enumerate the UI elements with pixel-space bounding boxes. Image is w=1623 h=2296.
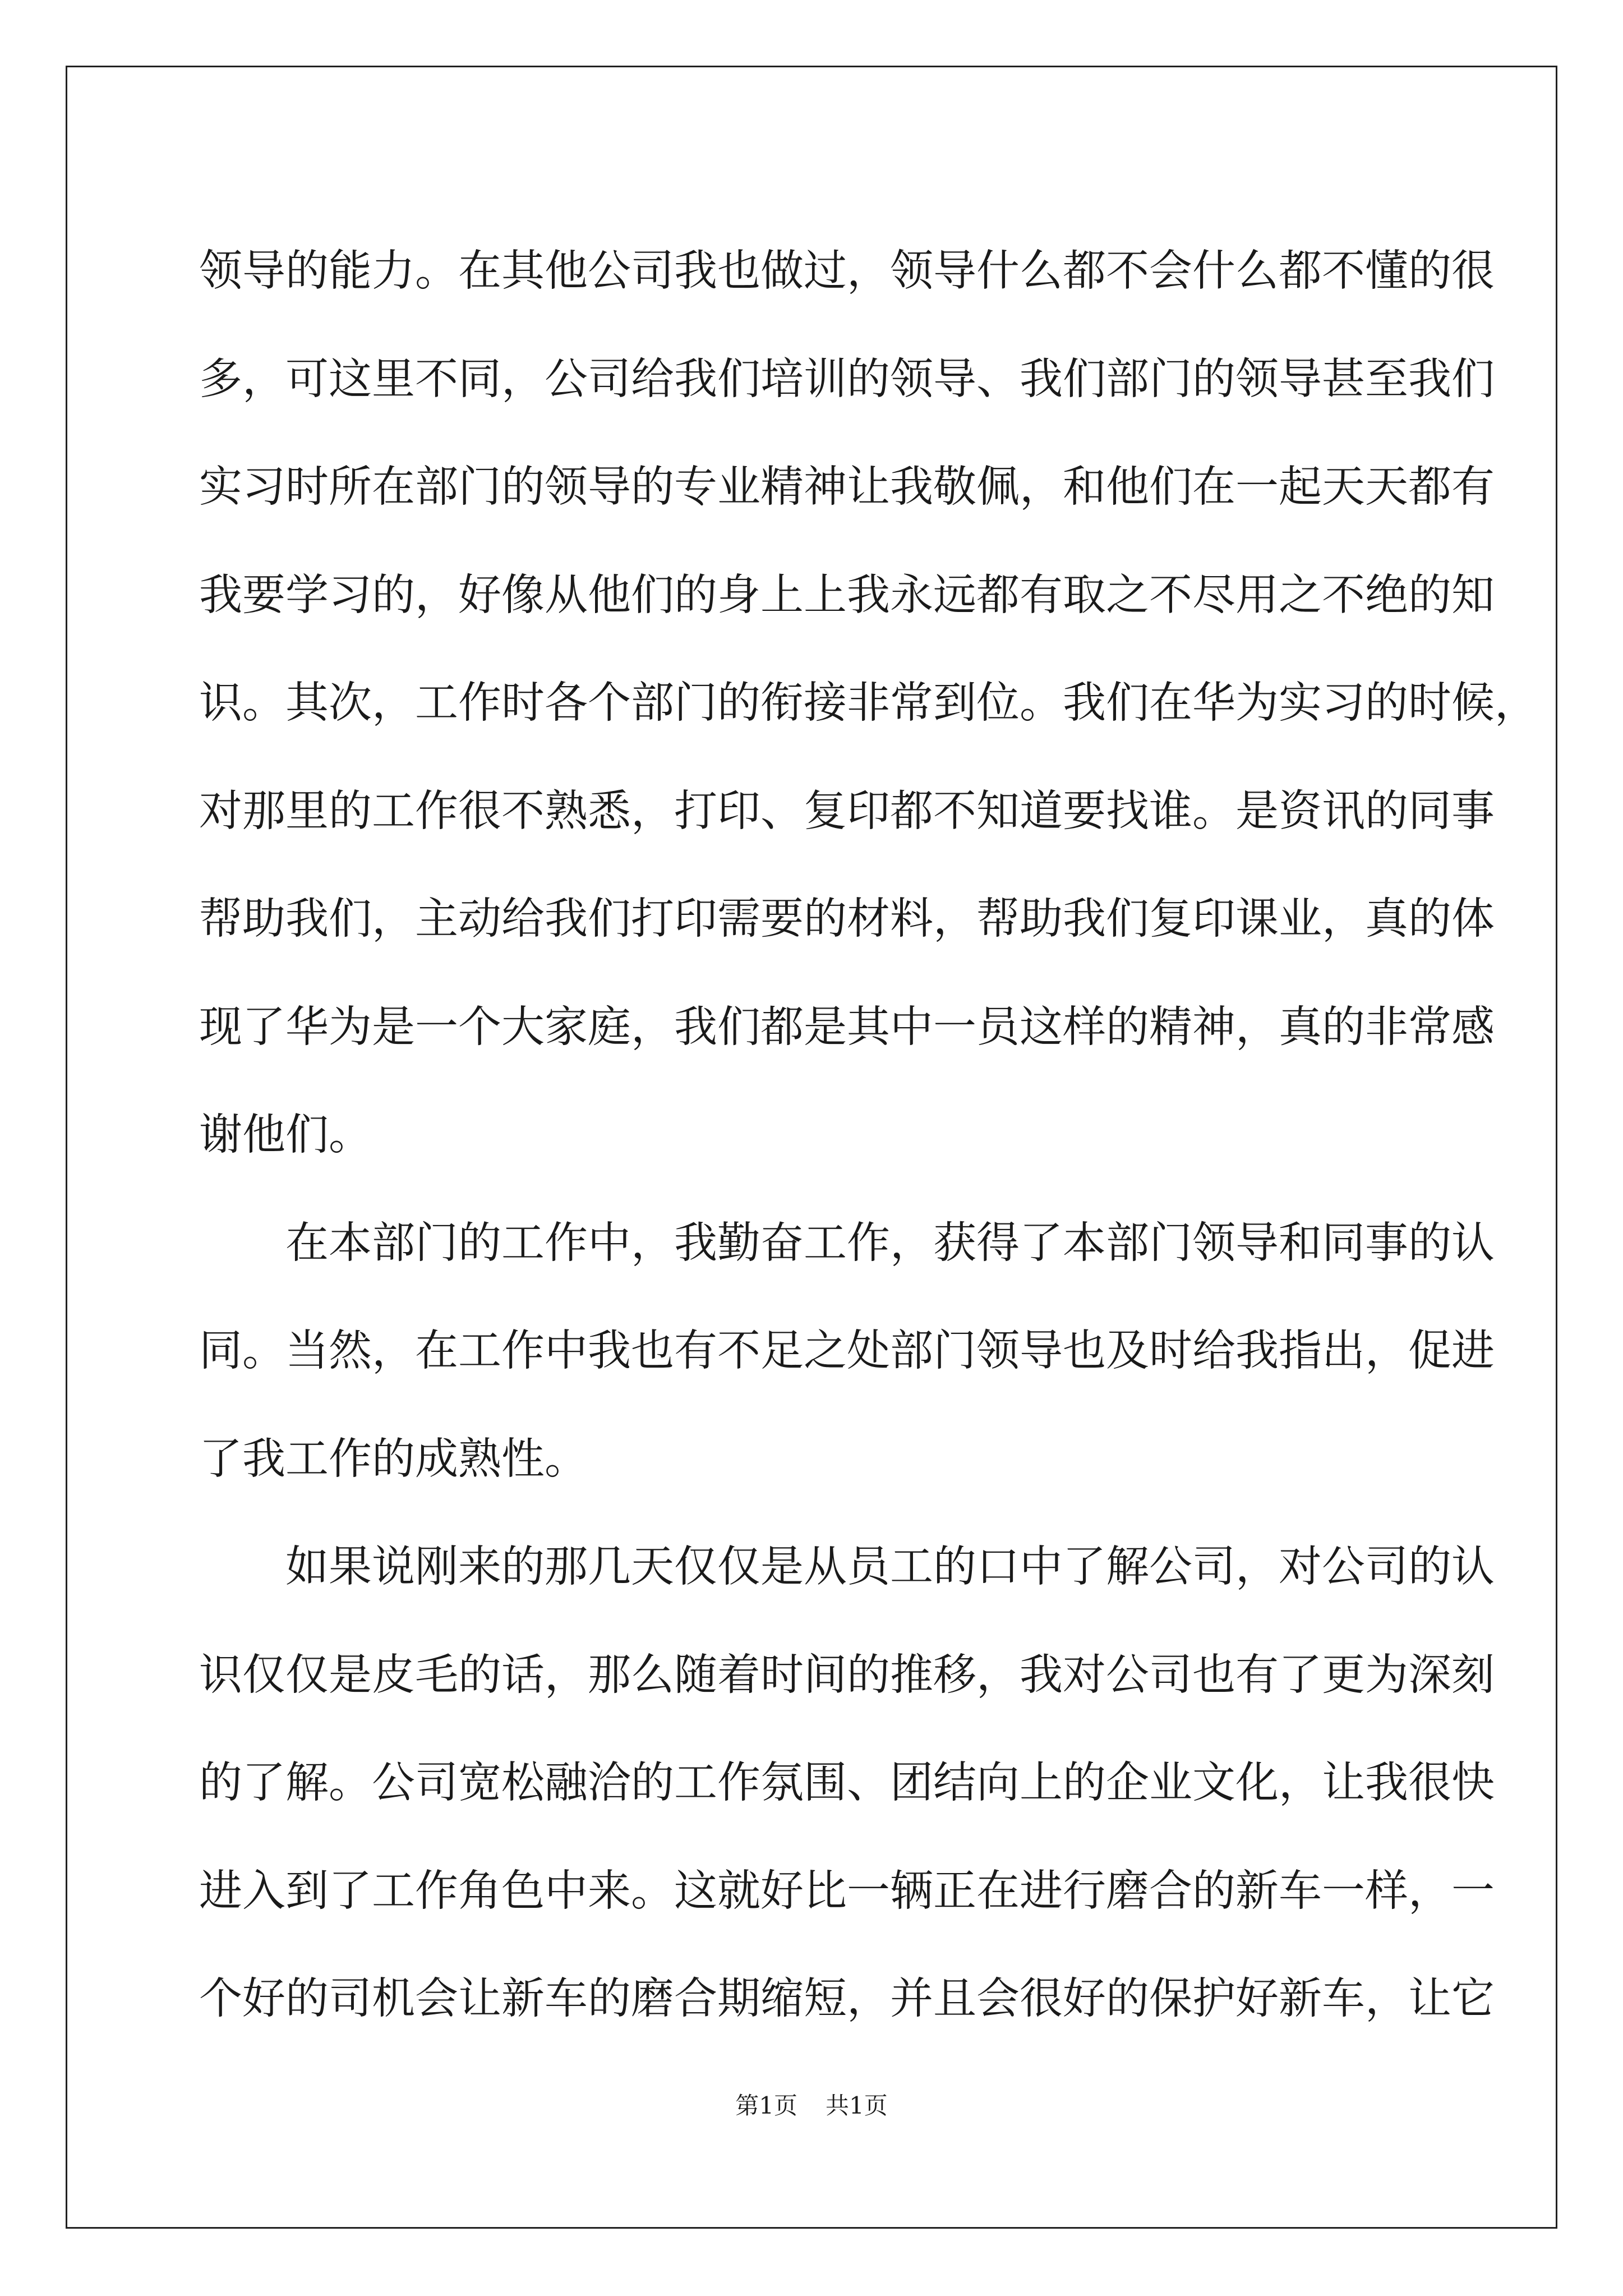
text-line: 对那里的工作很不熟悉，打印、复印都不知道要找谁。是资讯的同事 bbox=[199, 786, 1495, 836]
text-line: 帮助我们，主动给我们打印需要的材料，帮助我们复印课业，真的体 bbox=[199, 894, 1495, 944]
page-footer bbox=[0, 2089, 1623, 2123]
text-line: 同。当然，在工作中我也有不足之处部门领导也及时给我指出，促进 bbox=[199, 1326, 1495, 1376]
text-line-paragraph-start: 在本部门的工作中，我勤奋工作，获得了本部门领导和同事的认 bbox=[285, 1218, 1495, 1268]
text-line: 领导的能力。在其他公司我也做过，领导什么都不会什么都不懂的很 bbox=[199, 246, 1495, 296]
text-line: 多，可这里不同，公司给我们培训的领导、我们部门的领导甚至我们 bbox=[199, 354, 1495, 404]
text-line: 进入到了工作角色中来。这就好比一辆正在进行磨合的新车一样，一 bbox=[199, 1866, 1495, 1916]
text-line-paragraph-end: 了我工作的成熟性。 bbox=[199, 1434, 588, 1484]
text-line: 现了华为是一个大家庭，我们都是其中一员这样的精神，真的非常感 bbox=[199, 1002, 1495, 1052]
text-line: 识仅仅是皮毛的话，那么随着时间的推移，我对公司也有了更为深刻 bbox=[199, 1650, 1495, 1700]
text-line: 的了解。公司宽松融洽的工作氛围、团结向上的企业文化，让我很快 bbox=[199, 1758, 1495, 1808]
text-line: 实习时所在部门的领导的专业精神让我敬佩，和他们在一起天天都有 bbox=[199, 462, 1495, 512]
text-line-paragraph-end: 谢他们。 bbox=[199, 1110, 372, 1160]
text-line-paragraph-start: 如果说刚来的那几天仅仅是从员工的口中了解公司，对公司的认 bbox=[285, 1542, 1495, 1592]
text-line: 我要学习的，好像从他们的身上上我永远都有取之不尽用之不绝的知 bbox=[199, 570, 1495, 620]
page-number: 第1页 bbox=[735, 2092, 797, 2119]
page-total: 共1页 bbox=[826, 2092, 888, 2119]
document-body bbox=[199, 218, 1538, 2054]
text-line: 识。其次，工作时各个部门的衔接非常到位。我们在华为实习的时候， bbox=[199, 678, 1538, 728]
text-line: 个好的司机会让新车的磨合期缩短，并且会很好的保护好新车，让它 bbox=[199, 1974, 1495, 2024]
